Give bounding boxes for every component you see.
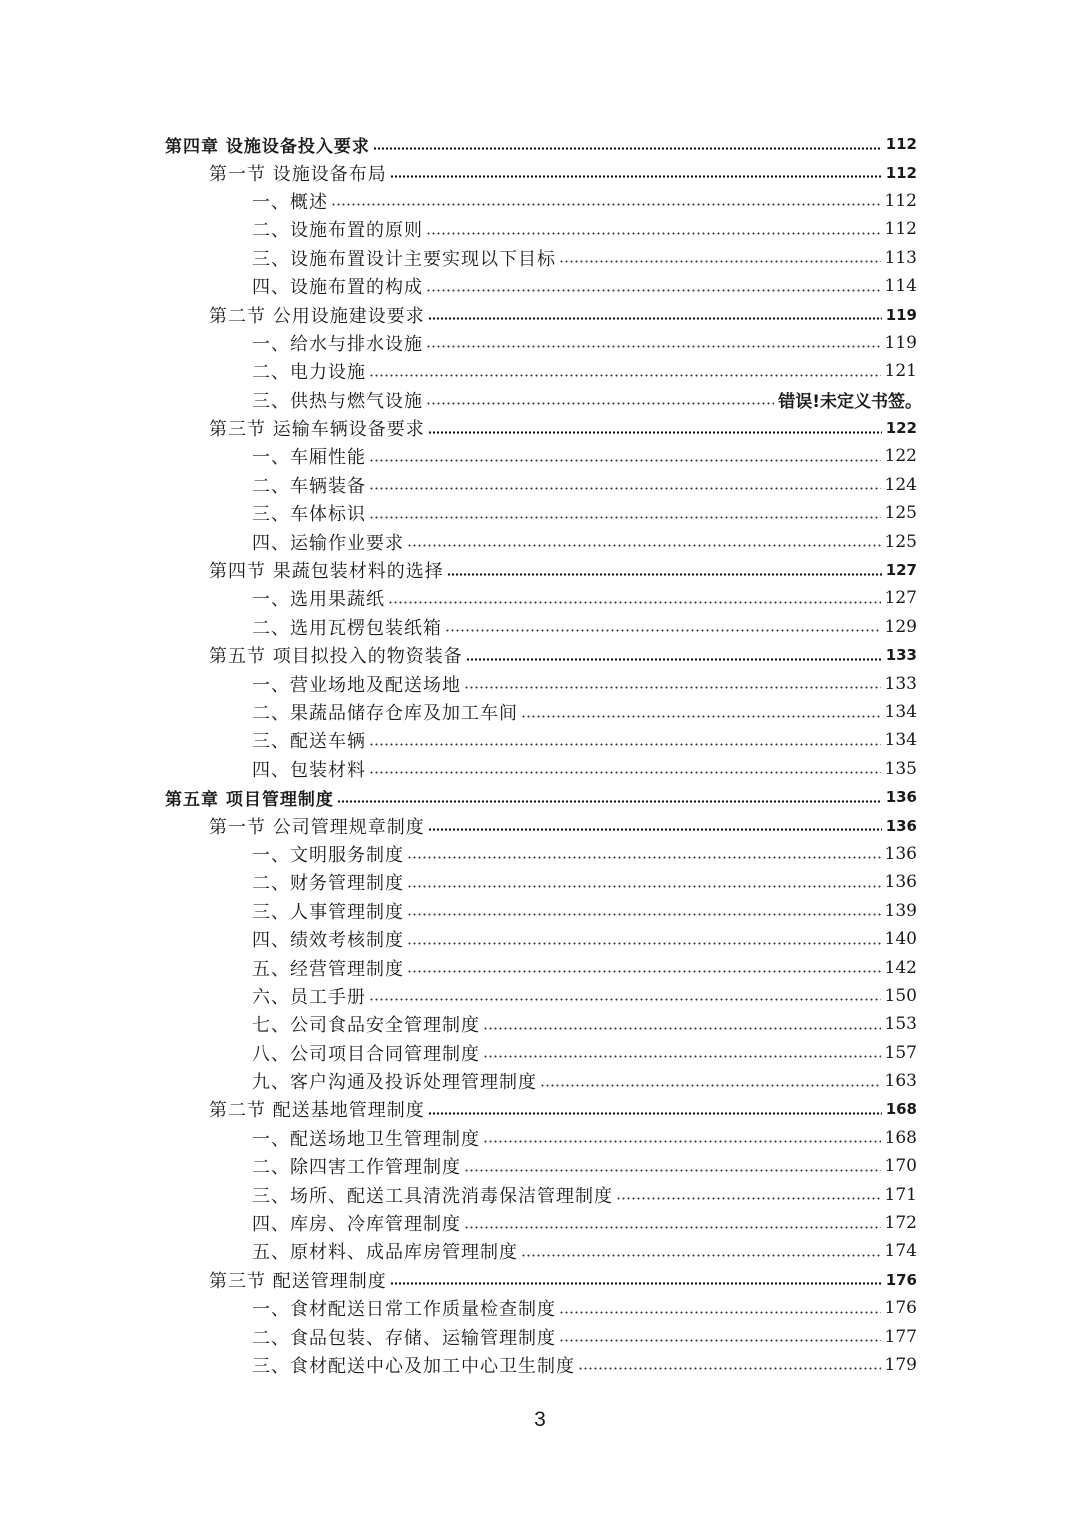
toc-entry-title: 一、营业场地及配送场地 [252, 674, 461, 696]
toc-item-row[interactable] [0, 726, 1080, 754]
toc-entry-title: 九、客户沟通及投诉处理管理制度 [252, 1072, 537, 1094]
toc-section-row[interactable] [0, 1095, 1080, 1123]
toc-item-row[interactable] [0, 1209, 1080, 1237]
toc-page-number: 153 [884, 1014, 917, 1035]
toc-item-row[interactable] [0, 897, 1080, 925]
toc-dot-leader [369, 487, 881, 490]
toc-item-row[interactable] [0, 527, 1080, 555]
toc-chapter-row[interactable] [0, 783, 1080, 811]
toc-dot-leader [373, 147, 882, 150]
toc-section-row[interactable] [0, 158, 1080, 186]
toc-dot-leader [407, 544, 881, 547]
toc-entry-title: 一、配送场地卫生管理制度 [252, 1128, 480, 1150]
toc-entry-title: 四、设施布置的构成 [252, 277, 423, 299]
toc-item-row[interactable] [0, 244, 1080, 272]
toc-page-number: 127 [884, 588, 917, 609]
toc-entry-title: 三、人事管理制度 [252, 901, 404, 923]
toc-page-number: 125 [884, 503, 917, 524]
toc-dot-leader [407, 970, 881, 973]
toc-dot-leader [407, 942, 881, 945]
toc-dot-leader [388, 601, 881, 604]
toc-dot-leader [521, 1254, 881, 1257]
toc-entry-title: 一、食材配送日常工作质量检查制度 [252, 1299, 556, 1321]
toc-dot-leader [337, 800, 882, 803]
toc-page-number: 112 [885, 163, 917, 182]
toc-dot-leader [464, 686, 881, 689]
toc-page-number: 150 [884, 985, 917, 1006]
toc-item-row[interactable] [0, 1237, 1080, 1265]
toc-dot-leader [369, 743, 881, 746]
toc-dot-leader [426, 289, 881, 292]
toc-page-number: 176 [885, 1270, 917, 1289]
toc-item-row[interactable] [0, 272, 1080, 300]
toc-item-row[interactable] [0, 1124, 1080, 1152]
toc-page-number: 142 [884, 957, 917, 978]
toc-item-row[interactable] [0, 755, 1080, 783]
toc-item-row[interactable] [0, 868, 1080, 896]
toc-item-row[interactable] [0, 669, 1080, 697]
toc-entry-title: 第一节 公司管理规章制度 [209, 816, 425, 838]
toc-page-number: 112 [885, 135, 917, 154]
toc-item-row[interactable] [0, 953, 1080, 981]
toc-page-number: 170 [884, 1156, 917, 1177]
toc-dot-leader [428, 317, 882, 320]
toc-dot-leader [464, 1169, 881, 1172]
toc-section-row[interactable] [0, 811, 1080, 839]
toc-entry-title: 七、公司食品安全管理制度 [252, 1015, 480, 1037]
toc-item-row[interactable] [0, 1152, 1080, 1180]
toc-dot-leader [483, 1140, 881, 1143]
toc-page-number: 163 [884, 1071, 917, 1092]
toc-page-number: 134 [884, 702, 917, 722]
toc-dot-leader [369, 998, 881, 1001]
toc-page-number: 112 [884, 190, 917, 211]
toc-item-row[interactable] [0, 386, 1080, 414]
toc-dot-leader [578, 1367, 881, 1370]
toc-section-row[interactable] [0, 641, 1080, 669]
toc-page-number: 168 [885, 1100, 917, 1119]
toc-page-number: 112 [884, 219, 917, 240]
toc-item-row[interactable] [0, 499, 1080, 527]
toc-entry-title: 一、概述 [252, 191, 328, 213]
toc-page-number: 119 [885, 305, 917, 324]
toc-page-number: 172 [884, 1213, 917, 1234]
toc-page-number: 136 [885, 788, 917, 807]
toc-entry-title: 六、员工手册 [252, 986, 366, 1008]
toc-item-row[interactable] [0, 1294, 1080, 1322]
toc-dot-leader [369, 516, 881, 519]
toc-page-number: 140 [884, 929, 917, 950]
toc-dot-leader [369, 459, 881, 462]
table-of-contents [0, 130, 1080, 1379]
toc-error-message: 错误!未定义书签。 [778, 392, 922, 413]
toc-entry-title: 五、经营管理制度 [252, 958, 404, 980]
toc-item-row[interactable] [0, 329, 1080, 357]
toc-entry-title: 二、电力设施 [252, 362, 366, 384]
toc-section-row[interactable] [0, 556, 1080, 584]
toc-entry-title: 二、果蔬品储存仓库及加工车间 [252, 703, 518, 724]
toc-item-row[interactable] [0, 840, 1080, 868]
toc-entry-title: 二、食品包装、存储、运输管理制度 [252, 1327, 556, 1349]
toc-dot-leader [559, 1339, 881, 1342]
toc-page-number: 119 [884, 332, 917, 353]
toc-page-number: 176 [884, 1298, 917, 1319]
toc-item-row[interactable] [0, 1067, 1080, 1095]
toc-entry-title: 二、车辆装备 [252, 475, 366, 497]
toc-dot-leader [466, 658, 882, 661]
toc-dot-leader [559, 260, 881, 263]
toc-section-row[interactable] [0, 1266, 1080, 1294]
toc-page-number: 157 [884, 1042, 917, 1063]
toc-entry-title: 一、给水与排水设施 [252, 333, 423, 355]
toc-entry-title: 四、库房、冷库管理制度 [252, 1214, 461, 1236]
toc-dot-leader [445, 629, 881, 632]
toc-dot-leader [407, 885, 881, 888]
toc-item-row[interactable] [0, 584, 1080, 612]
toc-dot-leader [616, 1197, 881, 1200]
toc-dot-leader [428, 1112, 882, 1115]
toc-page-number: 136 [884, 843, 917, 864]
toc-item-row[interactable] [0, 1322, 1080, 1350]
toc-dot-leader [390, 175, 882, 178]
toc-dot-leader [426, 232, 881, 235]
toc-entry-title: 五、原材料、成品库房管理制度 [252, 1242, 518, 1264]
toc-item-row[interactable] [0, 1039, 1080, 1067]
toc-page-number: 129 [884, 616, 917, 637]
toc-page-number: 134 [884, 730, 917, 751]
toc-dot-leader [521, 715, 881, 718]
toc-section-row[interactable] [0, 414, 1080, 442]
toc-page-number: 174 [884, 1241, 917, 1262]
toc-entry-title: 四、运输作业要求 [252, 532, 404, 554]
toc-page-number: 121 [884, 361, 917, 382]
toc-item-row[interactable] [0, 698, 1080, 726]
toc-page-number: 114 [884, 276, 917, 297]
toc-page-number: 122 [884, 446, 917, 467]
toc-entry-title: 第一节 设施设备布局 [209, 163, 387, 185]
toc-entry-title: 第二节 公用设施建设要求 [209, 305, 425, 327]
toc-entry-title: 二、除四害工作管理制度 [252, 1157, 461, 1179]
toc-dot-leader [390, 1282, 882, 1285]
toc-item-row[interactable] [0, 1010, 1080, 1038]
toc-entry-title: 第三节 配送管理制度 [209, 1270, 387, 1292]
toc-dot-leader [407, 856, 881, 859]
toc-dot-leader [407, 913, 881, 916]
toc-page-number: 177 [884, 1326, 917, 1347]
toc-page-number: 122 [885, 419, 917, 438]
toc-item-row[interactable] [0, 1180, 1080, 1208]
toc-item-row[interactable] [0, 471, 1080, 499]
toc-entry-title: 二、财务管理制度 [252, 873, 404, 895]
toc-page-number: 136 [885, 816, 917, 835]
toc-page-number: 133 [884, 673, 917, 694]
toc-page-number: 179 [884, 1354, 917, 1375]
toc-entry-title: 第五节 项目拟投入的物资装备 [209, 646, 463, 668]
toc-page-number: 133 [885, 646, 917, 665]
toc-item-row[interactable] [0, 215, 1080, 243]
toc-item-row[interactable] [0, 982, 1080, 1010]
toc-item-row[interactable] [0, 925, 1080, 953]
toc-page-number: 135 [884, 758, 917, 779]
toc-entry-title: 第四章 设施设备投入要求 [165, 136, 370, 157]
toc-entry-title: 第四节 果蔬包装材料的选择 [209, 561, 444, 583]
toc-dot-leader [369, 771, 881, 774]
toc-entry-title: 四、包装材料 [252, 759, 366, 781]
toc-section-row[interactable] [0, 300, 1080, 328]
toc-entry-title: 二、设施布置的原则 [252, 220, 423, 242]
toc-item-row[interactable] [0, 1351, 1080, 1379]
toc-dot-leader [447, 573, 882, 576]
toc-entry-title: 第三节 运输车辆设备要求 [209, 419, 425, 441]
toc-dot-leader [540, 1084, 881, 1087]
toc-entry-title: 八、公司项目合同管理制度 [252, 1043, 480, 1065]
toc-page-number: 125 [884, 531, 917, 552]
toc-dot-leader [428, 828, 882, 831]
toc-dot-leader [483, 1055, 881, 1058]
toc-item-row[interactable] [0, 357, 1080, 385]
toc-entry-title: 一、文明服务制度 [252, 844, 404, 866]
toc-entry-title: 三、场所、配送工具清洗消毒保洁管理制度 [252, 1185, 613, 1207]
toc-dot-leader [483, 1027, 881, 1030]
toc-dot-leader [559, 1311, 881, 1314]
toc-entry-title: 三、食材配送中心及加工中心卫生制度 [252, 1355, 575, 1377]
toc-page-number: 136 [884, 872, 917, 893]
toc-dot-leader [331, 203, 881, 206]
toc-page-number: 139 [884, 900, 917, 921]
toc-page-number: 127 [885, 561, 917, 580]
toc-chapter-row[interactable] [0, 130, 1080, 158]
toc-item-row[interactable] [0, 613, 1080, 641]
toc-entry-title: 三、车体标识 [252, 504, 366, 526]
toc-entry-title: 三、设施布置设计主要实现以下目标 [252, 248, 556, 270]
toc-item-row[interactable] [0, 187, 1080, 215]
page-number: 3 [534, 1408, 546, 1431]
toc-page-number: 171 [884, 1184, 917, 1205]
toc-entry-title: 第二节 配送基地管理制度 [209, 1100, 425, 1122]
toc-entry-title: 一、车厢性能 [252, 447, 366, 469]
toc-dot-leader [428, 431, 882, 434]
toc-dot-leader [426, 345, 881, 348]
toc-dot-leader [426, 402, 774, 405]
toc-item-row[interactable] [0, 442, 1080, 470]
toc-entry-title: 一、选用果蔬纸 [252, 589, 385, 611]
toc-dot-leader [369, 374, 881, 377]
toc-entry-title: 三、配送车辆 [252, 731, 366, 753]
toc-entry-title: 四、绩效考核制度 [252, 930, 404, 952]
toc-page-number: 124 [884, 474, 917, 495]
toc-entry-title: 二、选用瓦楞包装纸箱 [252, 617, 442, 639]
toc-entry-title: 三、供热与燃气设施 [252, 390, 423, 412]
toc-page-number: 113 [884, 247, 917, 268]
toc-page-number: 168 [884, 1127, 917, 1148]
toc-dot-leader [464, 1226, 881, 1229]
toc-entry-title: 第五章 项目管理制度 [165, 789, 334, 810]
